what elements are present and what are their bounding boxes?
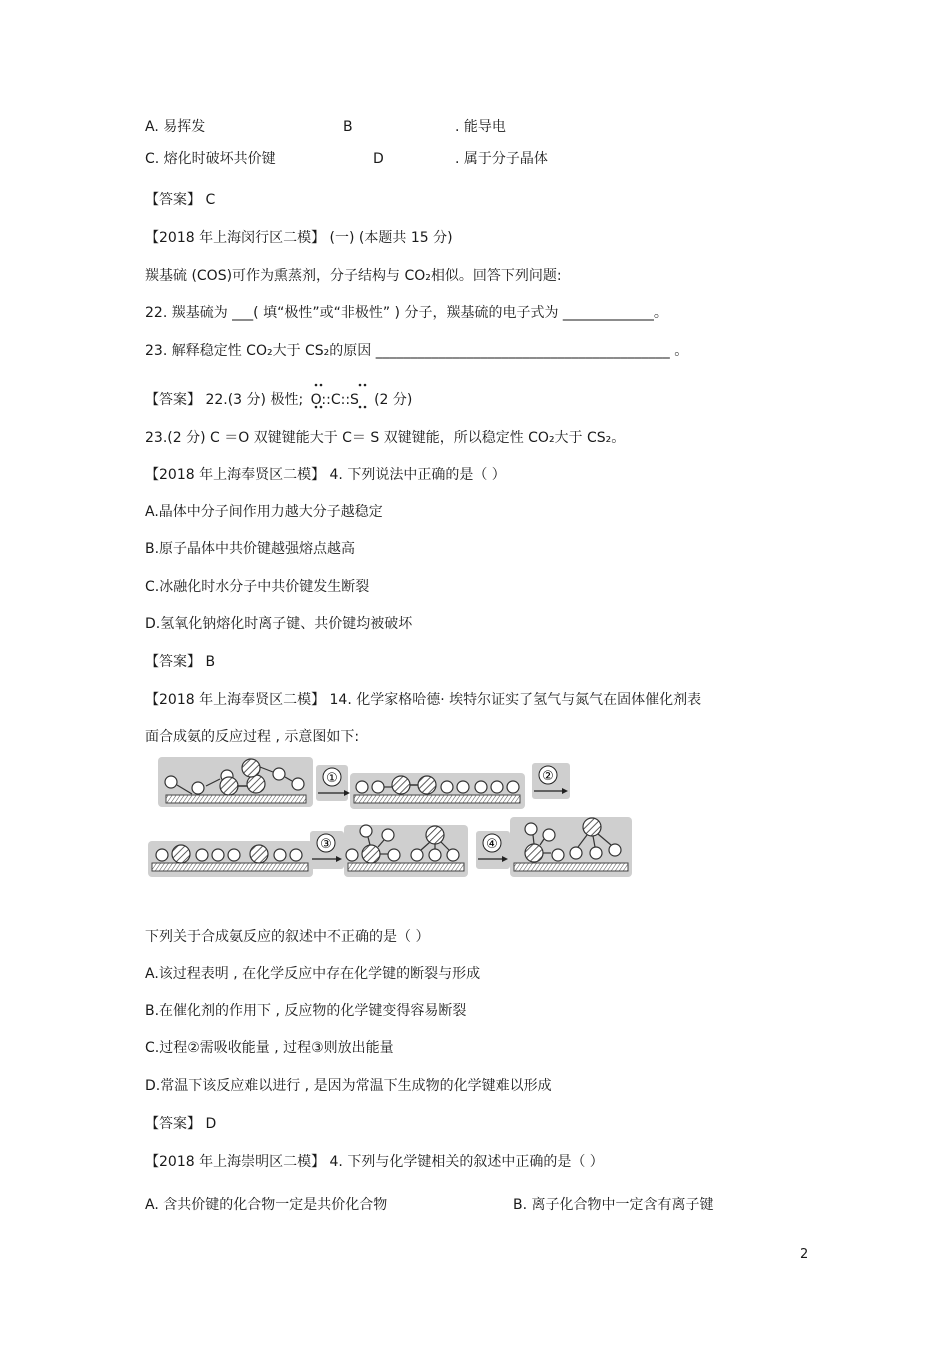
- question-header-cont: 面合成氨的反应过程 , 示意图如下:: [145, 729, 360, 745]
- reaction-diagram: [148, 755, 638, 884]
- option-a: A.晶体中分子间作用力越大分子越稳定: [145, 504, 383, 520]
- option-d-letter: D: [373, 151, 384, 167]
- question-23: 23. 解释稳定性 CO₂大于 CS₂的原因 __________________________________________ 。: [145, 343, 689, 359]
- answer: 【答案】 C: [145, 192, 216, 208]
- electron-formula-text: O::C::S: [310, 392, 359, 408]
- step-2-label: ②: [542, 769, 554, 784]
- page-number: 2: [800, 1247, 809, 1262]
- option-a: A. 易挥发: [145, 119, 206, 135]
- option-a: A.该过程表明 , 在化学反应中存在化学键的断裂与形成: [145, 966, 481, 982]
- option-c: C.过程②需吸收能量 , 过程③则放出能量: [145, 1040, 394, 1056]
- option-b-letter: B: [343, 119, 353, 135]
- reaction-diagram-svg: [148, 755, 638, 880]
- option-b: B.原子晶体中共价键越强熔点越高: [145, 541, 356, 557]
- question-22: 22. 羰基硫为 ___( 填“极性”或“非极性” ) 分子，羰基硫的电子式为 _____________。: [145, 305, 668, 321]
- answer-23: 23.(2 分) C ＝O 双键键能大于 C＝ S 双键键能，所以稳定性 CO₂大于 CS₂。: [145, 430, 626, 446]
- arrow-step-1: [316, 765, 350, 801]
- answer-22-suffix: (2 分): [374, 392, 413, 408]
- stage-dissociated: [148, 841, 313, 877]
- question-intro: 羰基硫 (COS)可作为熏蒸剂，分子结构与 CO₂相似。回答下列问题:: [145, 268, 562, 284]
- option-a: A. 含共价键的化合物一定是共价化合物: [145, 1197, 388, 1213]
- arrow-step-3: [310, 831, 344, 869]
- stage-intermediate: [344, 825, 468, 877]
- question-header: 【2018 年上海奉贤区二模】 14. 化学家格哈德· 埃特尔证实了氢气与氮气在固体催化剂表: [145, 692, 702, 708]
- question-header: 【2018 年上海闵行区二模】 (一) (本题共 15 分): [145, 230, 453, 246]
- answer: 【答案】 B: [145, 654, 216, 670]
- question-header: 【2018 年上海崇明区二模】 4. 下列与化学键相关的叙述中正确的是（ ）: [145, 1154, 604, 1170]
- step-3-label: ③: [320, 837, 332, 852]
- arrow-step-4: [476, 831, 510, 869]
- option-d: D.氢氧化钠熔化时离子键、共价键均被破坏: [145, 616, 413, 632]
- electron-formula: [308, 390, 370, 410]
- stage-adsorbed: [350, 773, 525, 809]
- stage-initial: [158, 757, 313, 807]
- question-header: 【2018 年上海奉贤区二模】 4. 下列说法中正确的是（ ）: [145, 467, 506, 483]
- option-d-text: . 属于分子晶体: [455, 151, 548, 167]
- step-4-label: ④: [486, 837, 498, 852]
- stage-product: [510, 817, 632, 877]
- answer-22-prefix: 【答案】 22.(3 分) 极性;: [145, 392, 304, 408]
- question-text: 下列关于合成氨反应的叙述中不正确的是（ ）: [145, 929, 430, 945]
- answer-22: [145, 390, 412, 410]
- option-c: C.冰融化时水分子中共价键发生断裂: [145, 579, 370, 595]
- answer: 【答案】 D: [145, 1116, 217, 1132]
- option-b: B.在催化剂的作用下 , 反应物的化学键变得容易断裂: [145, 1003, 467, 1019]
- option-d: D.常温下该反应难以进行 , 是因为常温下生成物的化学键难以形成: [145, 1078, 552, 1094]
- option-c: C. 熔化时破坏共价键: [145, 151, 276, 167]
- arrow-step-2: [532, 763, 570, 799]
- option-b: B. 离子化合物中一定含有离子键: [513, 1197, 714, 1213]
- option-b-text: . 能导电: [455, 119, 506, 135]
- step-1-label: ①: [326, 771, 338, 786]
